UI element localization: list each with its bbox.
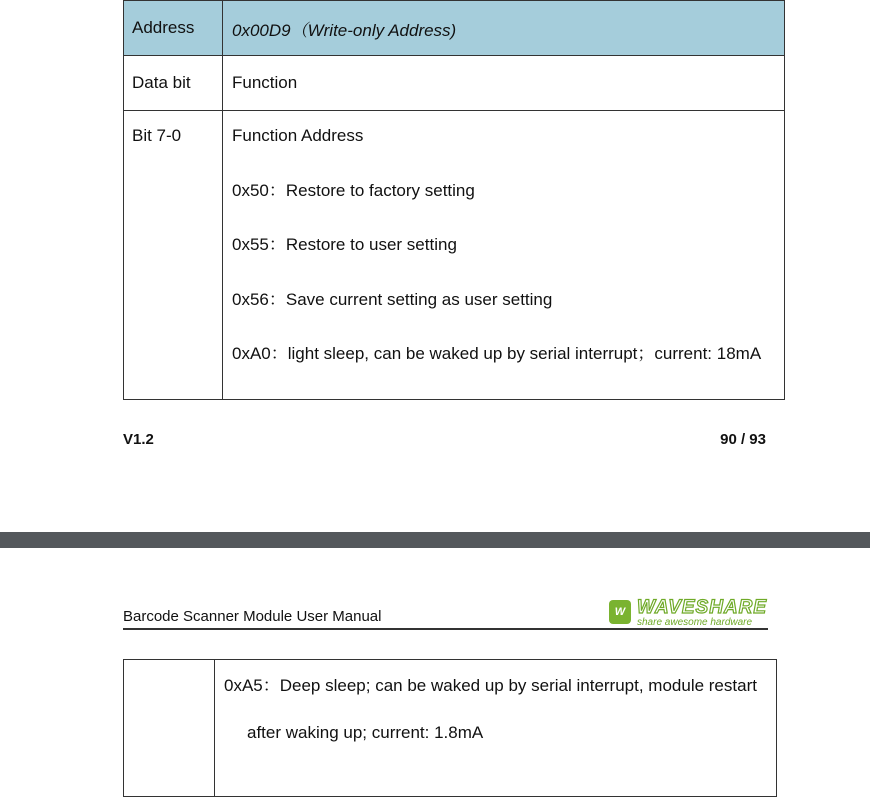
table-row <box>124 111 785 400</box>
function-line: after waking up; current: 1.8mA <box>247 723 484 742</box>
version-label: V1.2 <box>123 431 154 448</box>
function-header: Function <box>223 56 785 111</box>
function-line: 0x50：Restore to factory setting <box>232 180 475 200</box>
document-page-91 <box>0 548 870 750</box>
data-bit-header: Data bit <box>124 56 223 111</box>
function-line: 0xA5：Deep sleep; can be waked up by serial interrupt, module restart <box>224 676 757 695</box>
function-line: 0x55：Restore to user setting <box>232 235 457 254</box>
logo-tagline: share awesome hardware <box>637 617 753 628</box>
function-line: Function Address <box>232 126 364 145</box>
waveshare-logo <box>607 598 767 628</box>
address-label-cell: Address <box>124 1 223 56</box>
function-line: 0x56：Save current setting as user setting <box>232 289 553 309</box>
bit-range-cell <box>124 660 215 797</box>
logo-mark-icon: W <box>609 600 631 624</box>
table-header-row <box>124 1 785 56</box>
header-divider <box>123 628 768 630</box>
function-line: 0xA0：light sleep, can be waked up by serial interrupt；current: 18mA <box>232 344 762 363</box>
page-number: 90 / 93 <box>720 431 766 448</box>
logo-name: WAVESHARE <box>637 597 768 618</box>
function-description-cell <box>215 660 777 797</box>
page-separator <box>0 532 870 548</box>
table-row <box>124 660 777 797</box>
address-value-cell: 0x00D9（Write-only Address) <box>223 1 785 56</box>
register-table-continued <box>123 659 777 797</box>
function-description-cell <box>223 111 785 400</box>
register-table <box>123 0 785 400</box>
document-title: Barcode Scanner Module User Manual <box>123 608 382 625</box>
bit-range-cell: Bit 7-0 <box>124 111 223 400</box>
table-column-row <box>124 56 785 111</box>
